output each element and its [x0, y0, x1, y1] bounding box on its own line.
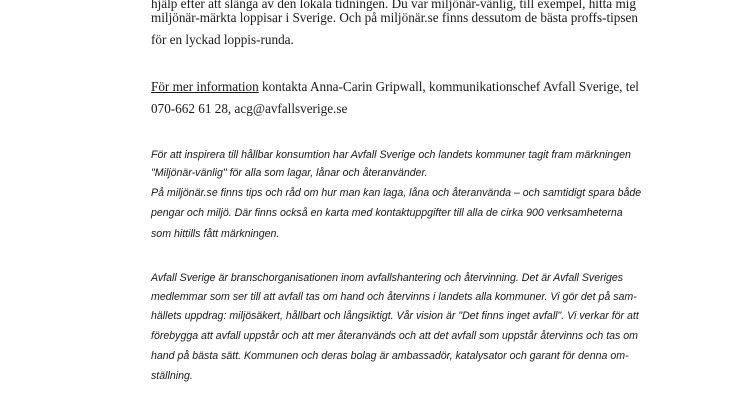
intro-line-2: miljönär-märkta loppisar i Sverige. Och på miljönär.se finns dessutom de bästa proffs-tipsen [151, 10, 638, 25]
note-line-1: För att inspirera till hållbar konsumtion har Avfall Sverige och landets kommuner tagit fram märkningen [151, 149, 631, 161]
intro-line-3: för en lyckad loppis-runda. [151, 32, 294, 47]
contact-line-1 [151, 76, 639, 98]
about-line-6: ställning. [151, 370, 193, 382]
contact-line-1-text: kontakta Anna-Carin Gripwall, kommunikationschef Avfall Sverige, tel [258, 79, 639, 94]
about-line-1: Avfall Sverige är branschorganisationen inom avfallshantering och återvinning. Det är Avfall Sveriges [151, 272, 624, 284]
note-line-4: pengar och miljö. Där finns också en karta med kontaktuppgifter till alla de cirka 900 verksamheterna [151, 207, 623, 219]
note-line-3: På miljönär.se finns tips och råd om hur man kan laga, låna och återanvända – och samtidigt spara både [151, 187, 642, 199]
about-line-5: hand på bästa sätt. Kommunen och deras bolag är ambassadör, katalysator och garant för denna om- [151, 350, 629, 362]
about-line-3: hällets uppdrag: miljösäkert, hållbart och långsiktigt. Vår vision är "Det finns inget avfall". Vi verkar för att [151, 310, 639, 322]
about-line-4: förebygga att avfall uppstår och att mer återanvänds och att det avfall som uppstår återvinns och tas om [151, 330, 638, 342]
about-line-2: medlemmar som ser till att avfall tas om hand och återvinns i landets alla kommuner. Vi gör det på sam- [151, 291, 637, 303]
intro-line-1: hjälp efter att slänga av den lokala tidningen. Du var miljönär-vänlig, till exempel, hitta mig [151, 0, 636, 11]
more-info-link[interactable]: För mer information [151, 79, 259, 94]
contact-line-2: 070-662 61 28, acg@avfallsverige.se [151, 101, 348, 116]
note-line-2: "Miljönär-vänlig" för alla som lagar, lånar och återanvänder. [151, 167, 428, 179]
note-line-5: som hittills fått märkningen. [151, 228, 280, 240]
